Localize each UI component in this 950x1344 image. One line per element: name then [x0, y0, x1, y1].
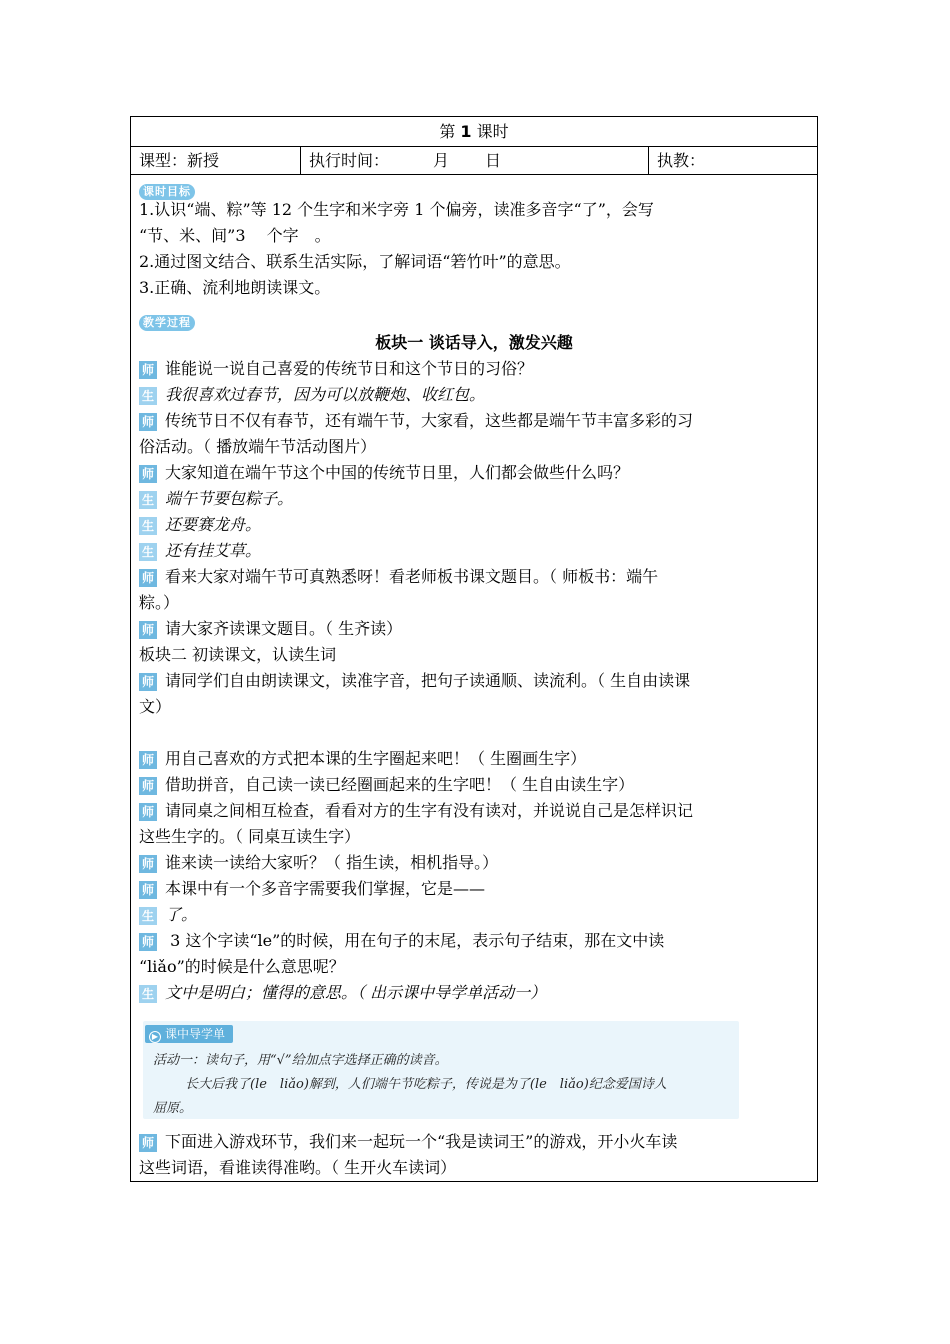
dialog-line	[139, 954, 809, 980]
dialog-line	[139, 850, 809, 876]
dialog-text: 还有挂艾草。	[165, 541, 262, 560]
dialog-text: 粽。）	[139, 593, 180, 612]
dialog-text: “liǎo”的时候是什么意思呢？	[139, 957, 345, 976]
dialog-line	[139, 642, 809, 668]
dialog-line	[139, 928, 809, 954]
dialog-line	[139, 616, 809, 642]
teacher-tag: 师	[139, 673, 157, 691]
info-row	[131, 147, 817, 175]
dialog-text: 3 这个字读“le”的时候，用在句子的末尾，表示句子结束，那在文中读	[165, 931, 665, 950]
dialog-line	[139, 824, 809, 850]
guide-head-label: 课中导学单	[165, 1027, 226, 1041]
dialog-line	[139, 538, 809, 564]
teacher-tag: 师	[139, 621, 157, 639]
goals-list	[139, 197, 809, 301]
dialog-line	[139, 694, 809, 720]
teacher-label: 执教：	[657, 151, 706, 170]
dialog-block-1	[139, 356, 809, 720]
dialog-line	[139, 798, 809, 824]
dialog-text: 还要赛龙舟。	[165, 515, 262, 534]
teacher-tag: 师	[139, 413, 157, 431]
dialog-text: 我很喜欢过春节，因为可以放鞭炮、收红包。	[165, 385, 486, 404]
dialog-line	[139, 1155, 809, 1181]
goal-item: 3.正确、流利地朗读课文。	[139, 278, 331, 297]
dialog-text: 看来大家对端午节可真熟悉呀！看老师板书课文题目。（ 师板书：端午	[165, 567, 659, 586]
teacher-tag: 师	[139, 855, 157, 873]
dialog-block-2	[139, 746, 809, 1006]
lesson-title	[131, 117, 817, 147]
dialog-text: 俗活动。（ 播放端午节活动图片）	[139, 437, 377, 456]
title-number: 1	[460, 122, 472, 141]
dialog-line	[139, 980, 809, 1006]
teacher-tag: 师	[139, 803, 157, 821]
student-tag: 生	[139, 907, 157, 925]
title-prefix: 第	[439, 122, 456, 141]
student-tag: 生	[139, 387, 157, 405]
student-tag: 生	[139, 517, 157, 535]
dialog-text: 这些生字的。（ 同桌互读生字）	[139, 827, 361, 846]
dialog-text: 了。	[165, 905, 198, 924]
dialog-text: 这些词语，看谁读得准哟。（ 生开火车读词）	[139, 1158, 457, 1177]
dialog-block-3	[139, 1129, 809, 1181]
dialog-text: 板块二 初读课文，认读生词	[139, 645, 337, 664]
dialog-text: 传统节日不仅有春节，还有端午节，大家看，这些都是端午节丰富多彩的习	[165, 411, 694, 430]
teacher-tag: 师	[139, 777, 157, 795]
dialog-line	[139, 772, 809, 798]
dialog-line	[139, 486, 809, 512]
dialog-text: 大家知道在端午节这个中国的传统节日里，人们都会做些什么吗？	[165, 463, 630, 482]
guide-sheet-header	[145, 1025, 233, 1043]
time-label: 执行时间：	[309, 151, 390, 170]
teacher-tag: 师	[139, 361, 157, 379]
dialog-line	[139, 590, 809, 616]
lesson-type-cell	[131, 147, 301, 174]
dialog-line	[139, 356, 809, 382]
dialog-text: 请同桌之间相互检查，看看对方的生字有没有读对，并说说自己是怎样识记	[165, 801, 694, 820]
dialog-text: 文）	[139, 697, 172, 716]
dialog-text: 借助拼音，自己读一读已经圈画起来的生字吧！（ 生自由读生字）	[165, 775, 635, 794]
teacher-tag: 师	[139, 933, 157, 951]
guide-activity: 活动一：读句子，用“√”给加点字选择正确的读音。	[153, 1053, 448, 1068]
lesson-type: 课型：新授	[139, 151, 220, 170]
teacher-tag: 师	[139, 465, 157, 483]
dialog-text: 文中是明白；懂得的意思。（ 出示课中导学单活动一）	[165, 983, 547, 1002]
schedule-cell	[301, 147, 649, 174]
month-label: 月	[433, 151, 450, 170]
section-one-title: 板块一 谈话导入，激发兴趣	[375, 333, 573, 352]
goal-item: 1.认识“端、粽”等 12 个生字和米字旁 1 个偏旁，读准多音字“了”，会写	[139, 200, 654, 219]
dialog-line	[139, 902, 809, 928]
goal-item: 2.通过图文结合、联系生活实际，了解词语“箬竹叶”的意思。	[139, 252, 571, 271]
dialog-line	[139, 382, 809, 408]
guide-sentence: 长大后我了(le liǎo)解到，人们端午节吃粽子，传说是为了(le liǎo)纪念爱国诗人	[185, 1077, 667, 1092]
student-tag: 生	[139, 985, 157, 1003]
dialog-line	[139, 746, 809, 772]
dialog-text: 用自己喜欢的方式把本课的生字圈起来吧！（ 生圈画生字）	[165, 749, 587, 768]
play-icon: ▶	[149, 1031, 161, 1043]
dialog-text: 请大家齐读课文题目。（ 生齐读）	[165, 619, 403, 638]
process-badge: 教学过程	[139, 315, 195, 331]
goal-item: “节、米、间”3 个字 。	[139, 226, 331, 245]
dialog-text: 谁能说一说自己喜爱的传统节日和这个节日的习俗？	[165, 359, 534, 378]
day-label: 日	[485, 151, 502, 170]
dialog-text: 本课中有一个多音字需要我们掌握，它是——	[165, 879, 486, 898]
teacher-tag: 师	[139, 569, 157, 587]
dialog-line	[139, 460, 809, 486]
dialog-line	[139, 434, 809, 460]
student-tag: 生	[139, 543, 157, 561]
dialog-line	[139, 408, 809, 434]
dialog-line	[139, 876, 809, 902]
dialog-text: 端午节要包粽子。	[165, 489, 294, 508]
student-tag: 生	[139, 491, 157, 509]
lesson-plan-table	[130, 116, 818, 1182]
dialog-line	[139, 668, 809, 694]
guide-sheet	[143, 1021, 739, 1119]
teacher-tag: 师	[139, 751, 157, 769]
title-suffix: 课时	[476, 122, 509, 141]
dialog-text: 下面进入游戏环节，我们来一起玩一个“我是读词王”的游戏，开小火车读	[165, 1132, 678, 1151]
dialog-text: 谁来读一读给大家听？（ 指生读，相机指导。）	[165, 853, 499, 872]
dialog-line	[139, 512, 809, 538]
goals-badge: 课时目标	[139, 184, 195, 200]
teacher-tag: 师	[139, 1134, 157, 1152]
teacher-tag: 师	[139, 881, 157, 899]
dialog-text: 请同学们自由朗读课文，读准字音，把句子读通顺、读流利。（ 生自由读课	[165, 671, 691, 690]
guide-sentence-end: 屈原。	[153, 1101, 193, 1116]
teacher-cell	[649, 147, 819, 174]
dialog-line	[139, 1129, 809, 1155]
dialog-line	[139, 564, 809, 590]
